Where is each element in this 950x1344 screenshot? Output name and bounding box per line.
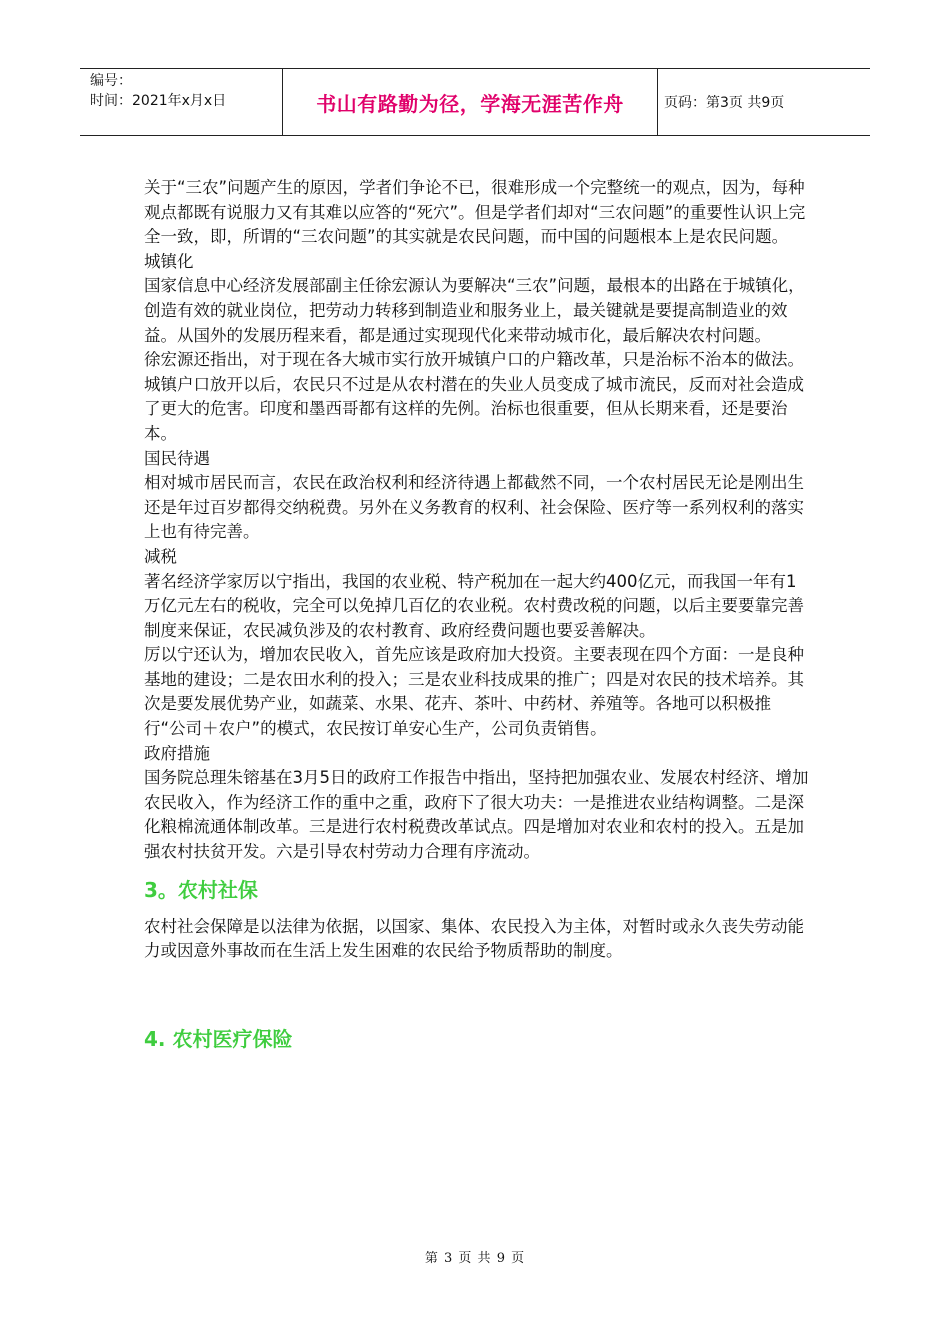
- page-header: [80, 68, 870, 136]
- page-footer: 第 3 页 共 9 页: [424, 1251, 526, 1266]
- paragraph: 国家信息中心经济发展部副主任徐宏源认为要解决“三农”问题，最根本的出路在于城镇化，创造有效的就业岗位，把劳动力转移到制造业和服务业上，最关键就是要提高制造业的效益。从国外的发展历程来看，都是通过实现现代化来带动城市化，最后解决农村问题。: [144, 276, 805, 345]
- section-heading: 4. 农村医疗保险: [144, 1026, 293, 1051]
- paragraph: 相对城市居民而言，农民在政治权利和经济待遇上都截然不同，一个农村居民无论是刚出生还是年过百岁都得交纳税费。另外在义务教育的权利、社会保险、医疗等一系列权利的落实上也有待完善。: [144, 473, 804, 542]
- header-page-label: 页码：第3页 共9页: [664, 95, 785, 111]
- section-label: 政府措施: [144, 743, 210, 763]
- document-body: [144, 176, 812, 1054]
- section-label: 国民待遇: [144, 448, 210, 468]
- number-label: 编号：: [90, 73, 132, 89]
- section-label: 减税: [144, 546, 177, 566]
- paragraph: 厉以宁还认为，增加农民收入，首先应该是政府加大投资。主要表现在四个方面：一是良种基地的建设；二是农田水利的投入；三是农业科技成果的推广；四是对农民的技术培养。其次是要发展优势产业，如蔬菜、水果、花卉、茶叶、中药材、养殖等。各地可以积极推行“公司＋农户”的模式，农民按订单安心生产，公司负责销售。: [144, 645, 804, 739]
- paragraph: 著名经济学家厉以宁指出，我国的农业税、特产税加在一起大约400亿元，而我国一年有1万亿元左右的税收，完全可以免掉几百亿的农业税。农村费改税的问题，以后主要要靠完善制度来保证，农民减负涉及的农村教育、政府经费问题也要妥善解决。: [144, 571, 804, 640]
- paragraph: 关于“三农”问题产生的原因，学者们争论不已，很难形成一个完整统一的观点，因为，每种观点都既有说服力又有其难以应答的“死穴”。但是学者们却对“三农问题”的重要性认识上完全一致，即，所谓的“三农问题”的其实就是农民问题，而中国的问题根本上是农民问题。: [144, 178, 806, 247]
- header-motto: 书山有路勤为径，学海无涯苦作舟: [283, 69, 658, 135]
- paragraph: 徐宏源还指出，对于现在各大城市实行放开城镇户口的户籍改革，只是治标不治本的做法。城镇户口放开以后，农民只不过是从农村潜在的失业人员变成了城市流民，反而对社会造成了更大的危害。印度和墨西哥都有这样的先例。治标也很重要，但从长期来看，还是要治本。: [144, 350, 804, 443]
- paragraph: 农村社会保障是以法律为依据，以国家、集体、农民投入为主体，对暂时或永久丧失劳动能力或因意外事故而在生活上发生困难的农民给予物质帮助的制度。: [144, 916, 804, 961]
- paragraph: 国务院总理朱镕基在3月5日的政府工作报告中指出，坚持把加强农业、发展农村经济、增加农民收入，作为经济工作的重中之重，政府下了很大功夫：一是推进农业结构调整。二是深化粮棉流通体制改革。三是进行农村税费改革试点。四是增加对农业和农村的投入。五是加强农村扶贫开发。六是引导农村劳动力合理有序流动。: [144, 768, 809, 862]
- section-heading: 3。农村社保: [144, 877, 258, 902]
- section-label: 城镇化: [144, 251, 194, 271]
- header-meta: [80, 69, 283, 135]
- time-label: 时间：2021年x月x日: [90, 93, 227, 109]
